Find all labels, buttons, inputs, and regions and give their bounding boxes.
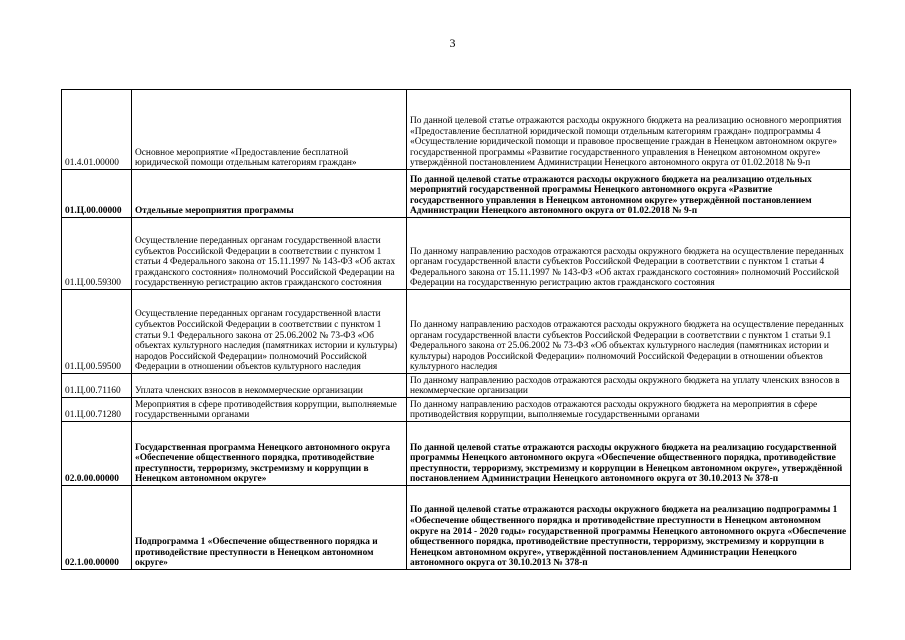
target-article-code: 02.1.00.00000: [62, 486, 132, 570]
target-article-description: По данной целевой статье отражаются расходы окружного бюджета на реализацию отдельных мероприятий государственной программы Ненецкого автономного округа «Развитие государственного управления в Ненецком автономном округе» утверждённой постановлением Администрации Ненецкого автономного округа от 01.02.2018 № 9-п: [407, 170, 851, 218]
target-article-description: По данному направлению расходов отражаются расходы окружного бюджета на уплату членских взносов в некоммерческие организации: [407, 374, 851, 398]
page-number: 3: [449, 36, 456, 50]
target-article-description: По данной целевой статье отражаются расходы окружного бюджета на реализацию основного мероприятия «Предоставление бесплатной юридической помощи отдельным категориям граждан» подпрограммы 4 «Осуществление юридической помощи и правовое просвещение граждан в Ненецком автономном округе» государственной программы «Развитие государственного управления в Ненецком автономном округе» утверждённой постановлением Администрации Ненецкого автономного округа от 01.02.2018 № 9-п: [407, 90, 851, 170]
target-article-name: Уплата членских взносов в некоммерческие организации: [132, 374, 407, 398]
table-row: [62, 486, 851, 570]
target-article-name: Осуществление переданных органам государственной власти субъектов Российской Федерации в соответствии с пунктом 1 статьи 9.1 Федерального закона от 25.06.2002 № 73-ФЗ «Об объектах культурного наследия (памятниках истории и культуры) народов Российской Федерации» полномочий Российской Федерации в отношении объектов культурного наследия: [132, 290, 407, 374]
target-article-name: Подпрограмма 1 «Обеспечение общественного порядка и противодействие преступности в Ненецком автономном округе»: [132, 486, 407, 570]
table-row: [62, 374, 851, 398]
table-row: [62, 170, 851, 218]
table-row: [62, 398, 851, 422]
target-article-code: 01.Ц.00.59300: [62, 218, 132, 290]
target-article-name: Мероприятия в сфере противодействия коррупции, выполняемые государственными органами: [132, 398, 407, 422]
target-article-description: По данной целевой статье отражаются расходы окружного бюджета на реализацию подпрограммы 1 «Обеспечение общественного порядка и противодействие преступности в Ненецком автономном округе на 2014 - 2020 годы» государственной программы Ненецкого автономного округа «Обеспечение общественного порядка, противодействие преступности, терроризму, экстремизму и коррупции в Ненецком автономном округе», утверждённой постановлением Администрации Ненецкого автономного округа от 30.10.2013 № 378-п: [407, 486, 851, 570]
target-article-name: Осуществление переданных органам государственной власти субъектов Российской Федерации в соответствии с пунктом 1 статьи 4 Федерального закона от 15.11.1997 № 143-ФЗ «Об актах гражданского состояния» полномочий Российской Федерации на государственную регистрацию актов гражданского состояния: [132, 218, 407, 290]
budget-classification-table: [61, 89, 851, 570]
target-article-description: По данному направлению расходов отражаются расходы окружного бюджета на мероприятия в сфере противодействия коррупции, выполняемые государственными органами: [407, 398, 851, 422]
target-article-code: 01.Ц.00.00000: [62, 170, 132, 218]
target-article-name: Основное мероприятие «Предоставление бесплатной юридической помощи отдельным категориям граждан»: [132, 90, 407, 170]
target-article-description: По данной целевой статье отражаются расходы окружного бюджета на реализацию государственной программы Ненецкого автономного округа «Обеспечение общественного порядка, противодействие преступности, терроризму, экстремизму и коррупции в Ненецком автономном округе», утверждённой постановлением Администрации Ненецкого автономного округа от 30.10.2013 № 378-п: [407, 422, 851, 486]
target-article-code: 01.Ц.00.59500: [62, 290, 132, 374]
target-article-code: 02.0.00.00000: [62, 422, 132, 486]
table-row: [62, 422, 851, 486]
table-row: [62, 90, 851, 170]
table-row: [62, 218, 851, 290]
target-article-description: По данному направлению расходов отражаются расходы окружного бюджета на осуществление переданных органам государственной власти субъектов Российской Федерации в соответствии с пунктом 1 статьи 9.1 Федерального закона от 25.06.2002 № 73-ФЗ «Об объектах культурного наследия (памятниках истории и культуры) народов Российской Федерации» полномочий Российской Федерации в отношении объектов культурного наследия: [407, 290, 851, 374]
target-article-description: По данному направлению расходов отражаются расходы окружного бюджета на осуществление переданных органам государственной власти субъектов Российской Федерации в соответствии с пунктом 1 статьи 4 Федерального закона от 15.11.1997 № 143-ФЗ «Об актах гражданского состояния» полномочий Российской Федерации на государственную регистрацию актов гражданского состояния: [407, 218, 851, 290]
target-article-name: Отдельные мероприятия программы: [132, 170, 407, 218]
target-article-code: 01.Ц.00.71160: [62, 374, 132, 398]
target-article-code: 01.4.01.00000: [62, 90, 132, 170]
target-article-code: 01.Ц.00.71280: [62, 398, 132, 422]
target-article-name: Государственная программа Ненецкого автономного округа «Обеспечение общественного порядка, противодействие преступности, терроризму, экстремизму и коррупции в Ненецком автономном округе»: [132, 422, 407, 486]
table-row: [62, 290, 851, 374]
